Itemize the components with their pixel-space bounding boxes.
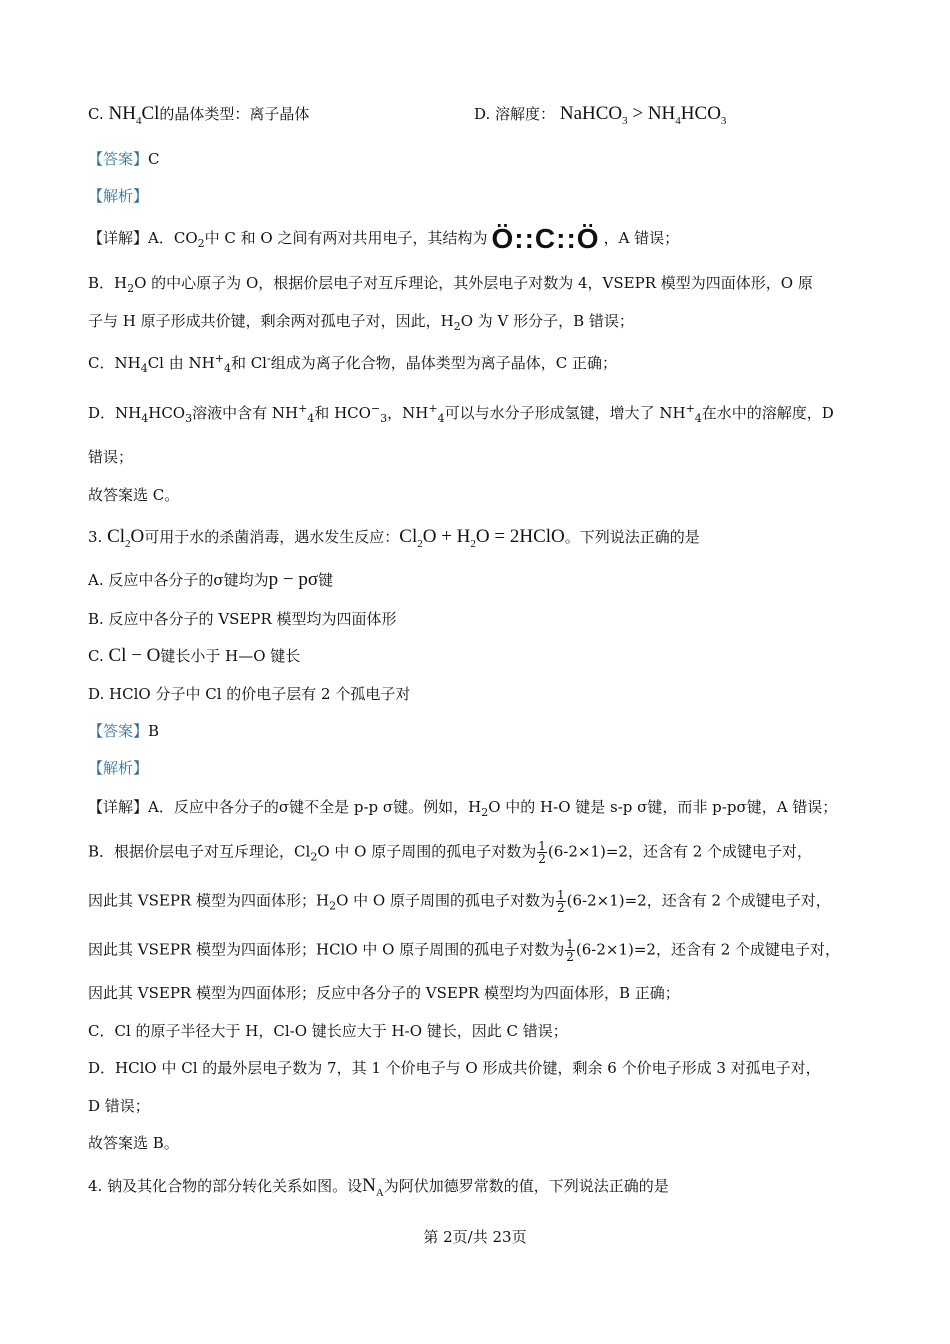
q3-answer: 【答案】B [88, 722, 160, 740]
q3-detail-b4: 因此其 VSEPR 模型为四面体形；反应中各分子的 VSEPR 模型均为四面体形，B 正确； [88, 984, 680, 1002]
q2-analysis-tag: 【解析】 [88, 187, 149, 205]
q3-option-c: C. Cl − O键长小于 H—O 键长 [88, 645, 301, 666]
one-half-fraction: $\frac{1}{2}$ [566, 937, 574, 964]
q2-detail-d1: D．$NH_4HCO_3$溶液中含有 $NH^+_4$和 $HCO^-_3$，$NH^+_4$可以与水分子形成氢键，增大了 $NH^+_4$在水中的溶解度，D [88, 402, 834, 425]
reaction-equation: $Cl_2O + H_2O$ = 2HClO [399, 526, 565, 550]
q3-detail-d2: D 错误； [88, 1097, 150, 1115]
page-footer: 第 2页/共 23页 [423, 1228, 527, 1246]
co2-lewis-structure: Ö::C::Ö [491, 223, 600, 254]
one-half-fraction: $\frac{1}{2}$ [556, 888, 565, 915]
q3-detail-b2: 因此其 VSEPR 模型为四面体形；$H_2O$ 中 O 原子周围的孤电子对数为 $\frac{1}{2}$ (6-2×1)=2，还含有 2 个成键电子对， [88, 888, 831, 915]
q2-detail-d2: 错误； [88, 448, 134, 466]
q3-option-a: A. 反应中各分子的σ键均为p − pσ键 [88, 569, 334, 590]
q2-option-d: D. 溶解度： NaHCO$_3$ > $NH_4HCO_3$ [474, 103, 727, 127]
q2-conclusion: 故答案选 C。 [88, 486, 180, 504]
q3-detail-b1: B．根据价层电子对互斥理论，$Cl_2O$ 中 O 原子周围的孤电子对数为 $\frac{1}{2}$ (6-2×1)=2，还含有 2 个成键电子对， [88, 839, 813, 866]
q2-detail-b1: B．$H_2O$ 的中心原子为 O，根据价层电子对互斥理论，其外层电子对数为 4，VSEPR 模型为四面体形，O 原 [88, 274, 813, 295]
q3-stem: 3. $Cl_2O$可用于水的杀菌消毒，遇水发生反应：$Cl_2O + H_2O$ = 2HClO。下列说法正确的是 [88, 526, 700, 550]
q3-detail-b3: 因此其 VSEPR 模型为四面体形；HClO 中 O 原子周围的孤电子对数为 $\frac{1}{2}$ (6-2×1)=2，还含有 2 个成键电子对， [88, 937, 841, 964]
q4-stem: 4. 钠及其化合物的部分转化关系如图。设$N_A$为阿伏加德罗常数的值，下列说法正确的是 [88, 1175, 669, 1199]
q3-detail-d1: D．HClO 中 Cl 的最外层电子数为 7，其 1 个价电子与 O 形成共价键，剩余 6 个价电子形成 3 对孤电子对， [88, 1059, 821, 1077]
q3-option-d: D. HClO 分子中 Cl 的价电子层有 2 个孤电子对 [88, 685, 411, 703]
q3-option-b: B. 反应中各分子的 VSEPR 模型均为四面体形 [88, 610, 397, 628]
nh4cl-formula: $NH_4Cl$ [108, 103, 160, 127]
q2-detail-c: C．$NH_4Cl$ 由 $NH^+_4$和 Cl-组成为离子化合物，晶体类型为离子晶体，C 正确； [88, 352, 617, 375]
solubility-comparison: NaHCO$_3$ > $NH_4HCO_3$ [559, 103, 727, 127]
q3-analysis-tag: 【解析】 [88, 759, 149, 777]
q3-detail-c: C．Cl 的原子半径大于 H，Cl-O 键长应大于 H-O 键长，因此 C 错误； [88, 1022, 568, 1040]
q2-option-c: C. $NH_4Cl$的晶体类型：离子晶体 [88, 103, 310, 127]
q2-detail-a: 【详解】A．$CO_2$中 C 和 O 之间有两对共用电子，其结构为 Ö::C::Ö ，A 错误； [88, 223, 680, 254]
q3-detail-a: 【详解】A．反应中各分子的σ键不全是 p-p σ键。例如，$H_2O$ 中的 H-O 键是 s-p σ键，而非 p-pσ键，A 错误； [88, 798, 838, 819]
q2-detail-b2: 子与 H 原子形成共价键，剩余两对孤电子对，因此，$H_2O$ 为 V 形分子，B 错误； [88, 312, 634, 333]
q2-answer: 【答案】C [88, 150, 160, 168]
q3-conclusion: 故答案选 B。 [88, 1134, 179, 1152]
one-half-fraction: $\frac{1}{2}$ [538, 839, 546, 866]
